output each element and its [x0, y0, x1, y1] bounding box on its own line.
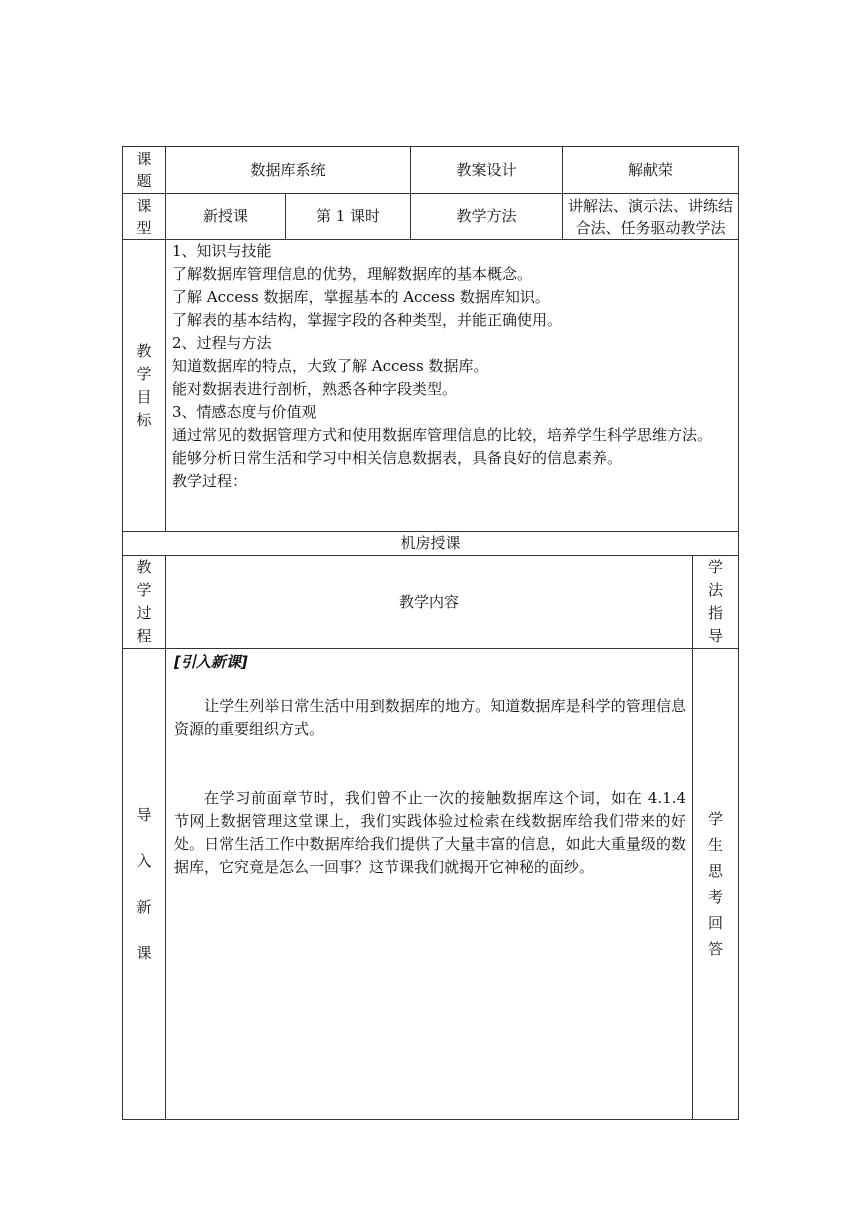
objective-line: 了解 Access 数据库，掌握基本的 Access 数据库知识。: [172, 288, 550, 306]
period-value: 第 1 课时: [286, 194, 411, 240]
objective-line: 通过常见的数据管理方式和使用数据库管理信息的比较，培养学生科学思维方法。: [172, 426, 713, 444]
type-row: [123, 194, 739, 240]
design-label: 教案设计: [411, 147, 563, 194]
process-header-row: [123, 556, 739, 649]
lead-content: [166, 649, 693, 1120]
lead-heading: [引入新课]: [174, 653, 248, 671]
topic-label: 课题: [123, 147, 166, 194]
type-value: 新授课: [166, 194, 286, 240]
type-label: 课型: [123, 194, 166, 240]
objective-line: 能够分析日常生活和学习中相关信息数据表，具备良好的信息素养。: [172, 449, 623, 467]
lead-paragraph-2: 在学习前面章节时，我们曾不止一次的接触数据库这个词，如在 4.1.4 节网上数据管理这堂课上，我们实践体验过检索在线数据库给我们带来的好处。日常生活工作中数据库给我们提供了大量丰富的信息，如此大重量级的数据库，它究竟是怎么一回事？这节课我们就揭开它神秘的面纱。: [174, 789, 687, 876]
lead-section-row: [123, 649, 739, 1120]
location-text: 机房授课: [123, 532, 739, 556]
objective-line: 1、知识与技能: [172, 242, 272, 260]
location-row: [123, 532, 739, 556]
header-row: [123, 147, 739, 194]
objectives-row: [123, 240, 739, 532]
topic-value: 数据库系统: [166, 147, 411, 194]
objective-line: 教学过程：: [172, 472, 248, 490]
objectives-content: [166, 240, 739, 532]
lead-label: 导入新课: [123, 649, 166, 1120]
objective-line: 了解数据库管理信息的优势，理解数据库的基本概念。: [172, 265, 533, 283]
lesson-plan-table: [122, 146, 739, 1120]
author-name: 解献荣: [563, 147, 739, 194]
objective-line: 2、过程与方法: [172, 334, 272, 352]
objectives-label: [123, 240, 166, 532]
objective-line: 3、情感态度与价值观: [172, 403, 317, 421]
method-value: 讲解法、演示法、讲练结合法、任务驱动教学法: [563, 194, 739, 240]
objective-line: 知道数据库的特点，大致了解 Access 数据库。: [172, 357, 489, 375]
objective-line: 能对数据表进行剖析，熟悉各种字段类型。: [172, 380, 458, 398]
process-label: 教学过程: [123, 556, 166, 649]
lead-paragraph-1: 让学生列举日常生活中用到数据库的地方。知道数据库是科学的管理信息资源的重要组织方式。: [174, 697, 687, 738]
method-label: 教学方法: [411, 194, 563, 240]
lead-guide: 学生思考回答: [693, 649, 739, 1120]
content-label: 教学内容: [166, 556, 693, 649]
objectives-label-text: 教学目标: [136, 341, 152, 429]
objective-line: 了解表的基本结构，掌握字段的各种类型，并能正确使用。: [172, 311, 563, 329]
guide-label: 学法指导: [693, 556, 739, 649]
